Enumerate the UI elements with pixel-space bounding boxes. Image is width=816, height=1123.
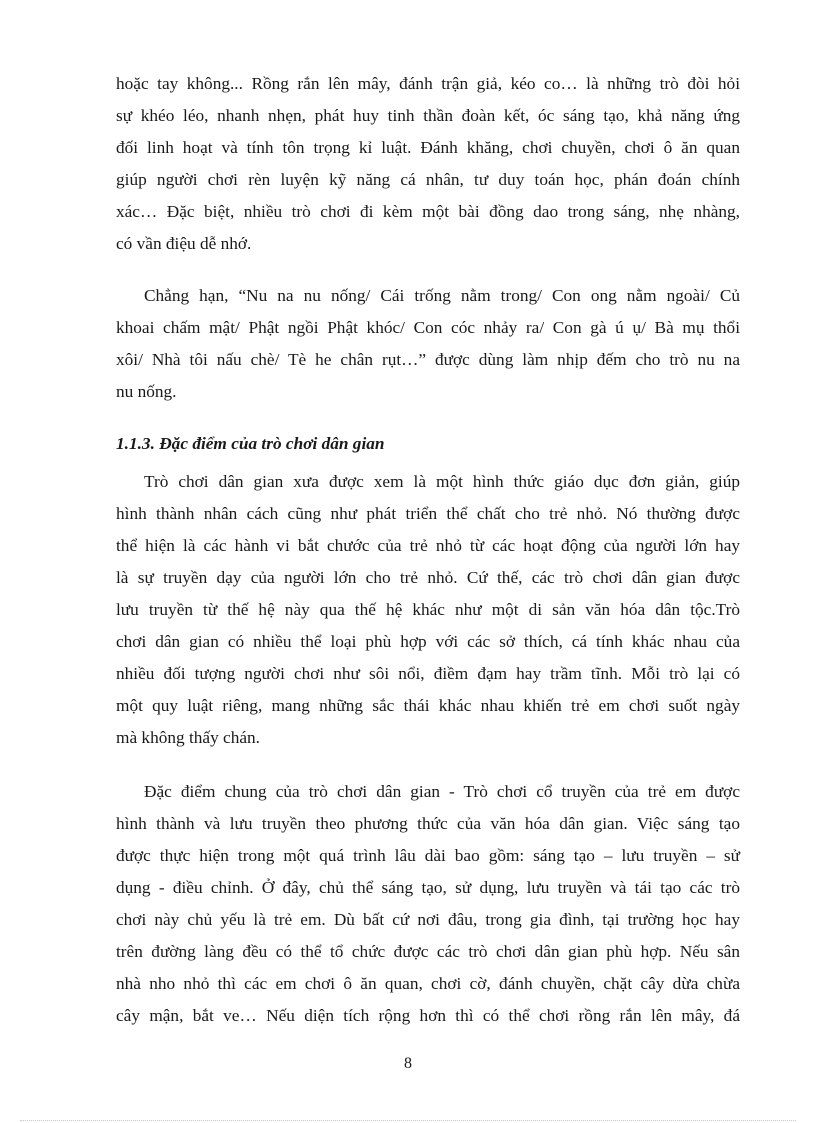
page-number: 8: [404, 1055, 412, 1072]
text-line: Đặc điểm chung của trò chơi dân gian - Trò chơi cổ truyền của trẻ em được: [144, 782, 740, 801]
section-heading: 1.1.3. Đặc điểm của trò chơi dân gian: [116, 434, 385, 453]
text-line: được thực hiện trong một quá trình lâu dài bao gồm: sáng tạo – lưu truyền – sử: [116, 846, 740, 865]
paragraph-2: [116, 280, 740, 408]
paragraph-1: [116, 68, 740, 260]
text-line: chơi dân gian có nhiều thể loại phù hợp với các sở thích, cá tính khác nhau của: [116, 632, 740, 651]
paragraph-3: [116, 466, 740, 754]
text-line: có vần điệu dễ nhớ.: [116, 234, 252, 253]
text-line: chơi này chủ yếu là trẻ em. Dù bất cứ nơi đâu, trong gia đình, tại trường học hay: [116, 910, 740, 929]
paragraph-4: [116, 776, 740, 1032]
text-line: giúp người chơi rèn luyện kỹ năng cá nhân, tư duy toán học, phán đoán chính: [116, 170, 740, 189]
text-line: khoai chấm mật/ Phật ngồi Phật khóc/ Con cóc nhảy ra/ Con gà ú ụ/ Bà mụ thổi: [116, 318, 740, 337]
text-line: nhiều đối tượng người chơi như sôi nổi, điềm đạm hay trầm tĩnh. Mỗi trò lại có: [116, 664, 740, 683]
text-line: Trò chơi dân gian xưa được xem là một hình thức giáo dục đơn giản, giúp: [144, 472, 740, 491]
text-line: hình thành nhân cách cũng như phát triển thể chất cho trẻ nhỏ. Nó thường được: [116, 504, 740, 523]
text-line: đối linh hoạt và tính tôn trọng kỉ luật. Đánh khăng, chơi chuyền, chơi ô ăn quan: [116, 138, 740, 157]
text-line: một quy luật riêng, mang những sắc thái khác nhau khiến trẻ em chơi suốt ngày: [116, 696, 740, 715]
text-line: trên đường làng đều có thể tổ chức được các trò chơi dân gian phù hợp. Nếu sân: [116, 942, 740, 961]
text-line: hoặc tay không... Rồng rắn lên mây, đánh trận giả, kéo co… là những trò đòi hỏi: [116, 74, 740, 93]
text-line: Chẳng hạn, “Nu na nu nống/ Cái trống nằm trong/ Con ong nằm ngoài/ Củ: [144, 286, 740, 305]
page-bottom-divider: [20, 1120, 796, 1121]
text-line: xôi/ Nhà tôi nấu chè/ Tè he chân rụt…” được dùng làm nhịp đếm cho trò nu na: [116, 350, 740, 369]
text-line: sự khéo léo, nhanh nhẹn, phát huy tinh thần đoàn kết, óc sáng tạo, khả năng ứng: [116, 106, 740, 125]
text-line: dụng - điều chỉnh. Ở đây, chủ thể sáng tạo, sử dụng, lưu truyền và tái tạo các trò: [116, 878, 740, 897]
text-line: nu nống.: [116, 382, 177, 401]
text-line: nhà nho nhỏ thì các em chơi ô ăn quan, chơi cờ, đánh chuyền, chặt cây dừa chừa: [116, 974, 740, 993]
text-line: xác… Đặc biệt, nhiều trò chơi đi kèm một bài đồng dao trong sáng, nhẹ nhàng,: [116, 202, 740, 221]
text-line: cây mận, bắt ve… Nếu diện tích rộng hơn thì có thể chơi rồng rắn lên mây, đá: [116, 1006, 740, 1025]
text-line: lưu truyền từ thế hệ này qua thế hệ khác như một di sản văn hóa dân tộc.Trò: [116, 600, 740, 619]
text-line: là sự truyền dạy của người lớn cho trẻ nhỏ. Cứ thế, các trò chơi dân gian được: [116, 568, 740, 587]
text-line: mà không thấy chán.: [116, 728, 260, 747]
text-line: hình thành và lưu truyền theo phương thức của văn hóa dân gian. Việc sáng tạo: [116, 814, 740, 833]
text-line: thể hiện là các hành vi bắt chước của trẻ nhỏ từ các hoạt động của người lớn hay: [116, 536, 740, 555]
